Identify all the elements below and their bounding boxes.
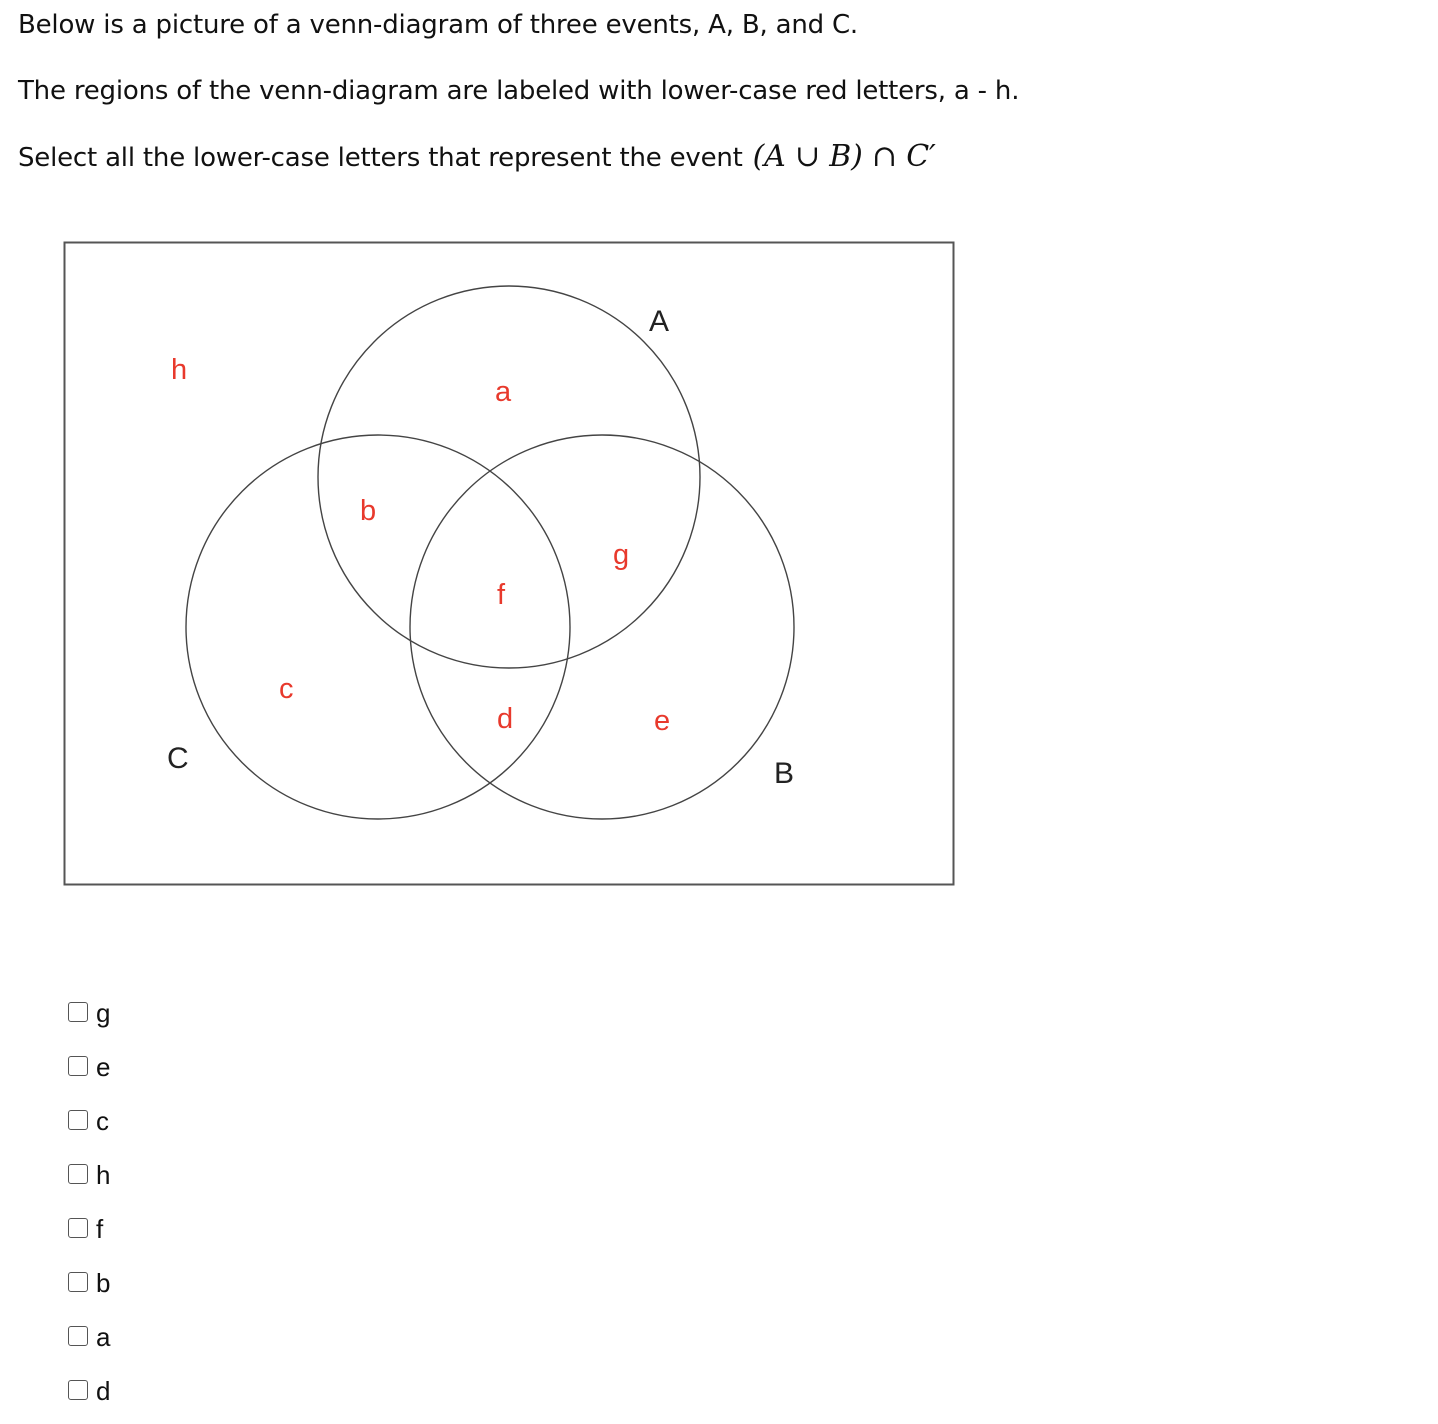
checkbox[interactable] bbox=[68, 1218, 88, 1238]
region-label-h: h bbox=[171, 354, 188, 386]
venn-diagram bbox=[63, 241, 955, 886]
checkbox[interactable] bbox=[68, 1056, 88, 1076]
checkbox[interactable] bbox=[68, 1110, 88, 1130]
option-label: c bbox=[96, 1106, 109, 1136]
option-c[interactable] bbox=[68, 1094, 110, 1148]
option-h[interactable] bbox=[68, 1148, 110, 1202]
region-label-b: b bbox=[360, 495, 377, 527]
option-g[interactable] bbox=[68, 986, 110, 1040]
checkbox[interactable] bbox=[68, 1164, 88, 1184]
set-label-a: A bbox=[649, 305, 670, 338]
question-line-1: Below is a picture of a venn-diagram of three events, A, B, and C. bbox=[18, 10, 859, 40]
answer-options bbox=[68, 986, 110, 1418]
option-a[interactable] bbox=[68, 1310, 110, 1364]
circle-a bbox=[318, 286, 700, 668]
option-label: d bbox=[96, 1376, 111, 1406]
region-label-f: f bbox=[497, 579, 506, 611]
option-label: g bbox=[96, 998, 111, 1028]
checkbox[interactable] bbox=[68, 1272, 88, 1292]
set-label-b: B bbox=[774, 757, 795, 790]
checkbox[interactable] bbox=[68, 1326, 88, 1346]
option-label: f bbox=[96, 1214, 104, 1244]
checkbox[interactable] bbox=[68, 1380, 88, 1400]
question-instruction: Select all the lower-case letters that represent the event bbox=[18, 143, 743, 173]
option-d[interactable] bbox=[68, 1364, 110, 1418]
option-label: a bbox=[96, 1322, 111, 1352]
set-label-c: C bbox=[167, 742, 189, 775]
region-label-a: a bbox=[495, 376, 512, 408]
question-line-3 bbox=[18, 140, 936, 175]
circle-c bbox=[186, 435, 570, 819]
sample-space-rectangle bbox=[65, 243, 954, 885]
circle-b bbox=[410, 435, 794, 819]
option-b[interactable] bbox=[68, 1256, 110, 1310]
region-label-c: c bbox=[279, 673, 294, 705]
region-label-e: e bbox=[654, 705, 671, 737]
checkbox[interactable] bbox=[68, 1002, 88, 1022]
event-expression: (A ∪ B) ∩ C′ bbox=[752, 139, 936, 174]
question-line-2: The regions of the venn-diagram are labeled with lower-case red letters, a - h. bbox=[18, 76, 1020, 106]
region-label-g: g bbox=[613, 539, 630, 571]
option-f[interactable] bbox=[68, 1202, 110, 1256]
region-label-d: d bbox=[497, 703, 514, 735]
option-label: e bbox=[96, 1052, 111, 1082]
option-label: b bbox=[96, 1268, 111, 1298]
option-label: h bbox=[96, 1160, 111, 1190]
option-e[interactable] bbox=[68, 1040, 110, 1094]
